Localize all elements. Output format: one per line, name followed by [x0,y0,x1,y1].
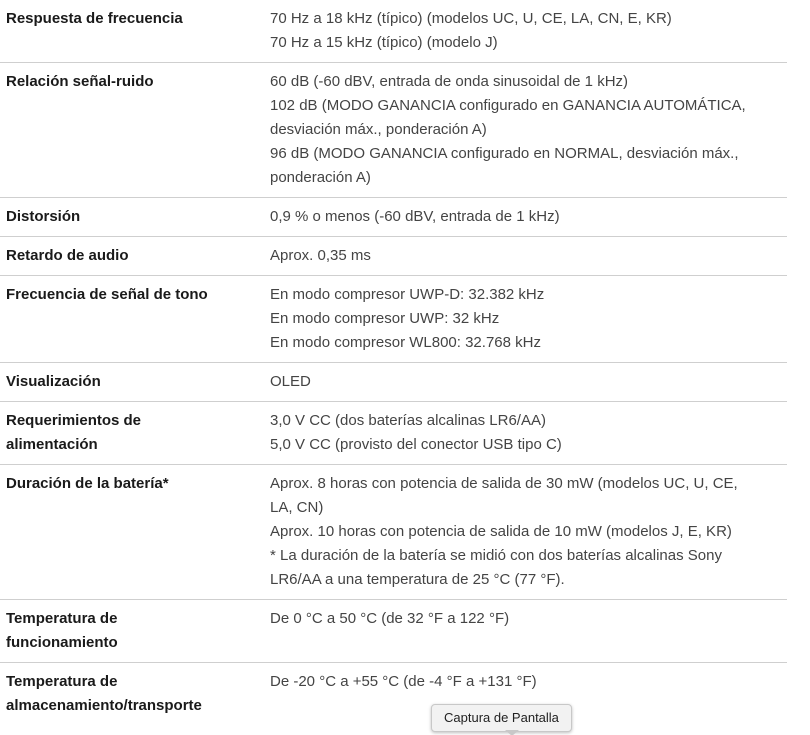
spec-value: En modo compresor WL800: 32.768 kHz [270,334,541,351]
spec-value: 0,9 % o menos (-60 dBV, entrada de 1 kHz) [270,208,560,225]
spec-value: Aprox. 8 horas con potencia de salida de 30 mW (modelos UC, U, CE, [270,475,738,492]
spec-values [270,607,787,655]
spec-row-operating-temperature [0,600,787,663]
spec-row-distortion [0,198,787,237]
spec-value: De -20 °C a +55 °C (de -4 °F a +131 °F) [270,673,537,690]
spec-value: Aprox. 0,35 ms [270,247,371,264]
spec-label: Relación señal-ruido [6,73,154,90]
spec-label: Visualización [6,373,101,390]
spec-row-audio-delay [0,237,787,276]
spec-values [270,244,787,268]
spec-row-display [0,363,787,402]
spec-label-line: almacenamiento/transporte [6,697,202,714]
spec-value: 3,0 V CC (dos baterías alcalinas LR6/AA) [270,412,546,429]
spec-row-power-requirements [0,402,787,465]
spec-value: * La duración de la batería se midió con dos baterías alcalinas Sony [270,547,722,564]
spec-label [0,670,270,718]
spec-label: Distorsión [6,208,81,225]
spec-value: 60 dB (-60 dBV, entrada de onda sinusoidal de 1 kHz) [270,73,629,90]
spec-values [270,70,787,190]
spec-value: En modo compresor UWP: 32 kHz [270,310,500,327]
spec-value: 70 Hz a 15 kHz (típico) (modelo J) [270,34,498,51]
spec-label [0,607,270,655]
screenshot-tooltip: Captura de Pantalla [431,704,572,732]
spec-row-frequency-response [0,0,787,63]
spec-values [270,370,787,394]
spec-values [270,409,787,457]
spec-value: 96 dB (MODO GANANCIA configurado en NORMAL, desviación máx., [270,145,739,162]
spec-value: 5,0 V CC (provisto del conector USB tipo C) [270,436,562,453]
spec-label-line: funcionamiento [6,634,118,651]
spec-label: Frecuencia de señal de tono [6,286,208,303]
spec-label-line: Requerimientos de [6,412,142,429]
spec-values [270,283,787,355]
spec-value: LA, CN) [270,499,324,516]
spec-values [270,7,787,55]
spec-value: Aprox. 10 horas con potencia de salida de 10 mW (modelos J, E, KR) [270,523,732,540]
spec-values [270,205,787,229]
spec-values [270,472,787,592]
spec-value: De 0 °C a 50 °C (de 32 °F a 122 °F) [270,610,510,627]
spec-label [0,409,270,457]
spec-value: ponderación A) [270,169,371,186]
spec-label: Duración de la batería* [6,475,169,492]
spec-label-line: Temperatura de [6,673,118,690]
spec-value: desviación máx., ponderación A) [270,121,487,138]
spec-value: 102 dB (MODO GANANCIA configurado en GANANCIA AUTOMÁTICA, [270,97,746,114]
spec-value: OLED [270,373,311,390]
spec-row-tone-signal [0,276,787,363]
spec-label: Retardo de audio [6,247,129,264]
spec-row-storage-temperature [0,663,787,725]
tooltip-arrow-icon [505,730,519,735]
spec-label-line: alimentación [6,436,98,453]
spec-value: En modo compresor UWP-D: 32.382 kHz [270,286,545,303]
spec-value: LR6/AA a una temperatura de 25 °C (77 °F). [270,571,565,588]
spec-value: 70 Hz a 18 kHz (típico) (modelos UC, U, CE, LA, CN, E, KR) [270,10,672,27]
spec-label: Respuesta de frecuencia [6,10,183,27]
spec-label-line: Temperatura de [6,610,118,627]
spec-row-battery-life [0,465,787,600]
spec-row-signal-noise [0,63,787,198]
